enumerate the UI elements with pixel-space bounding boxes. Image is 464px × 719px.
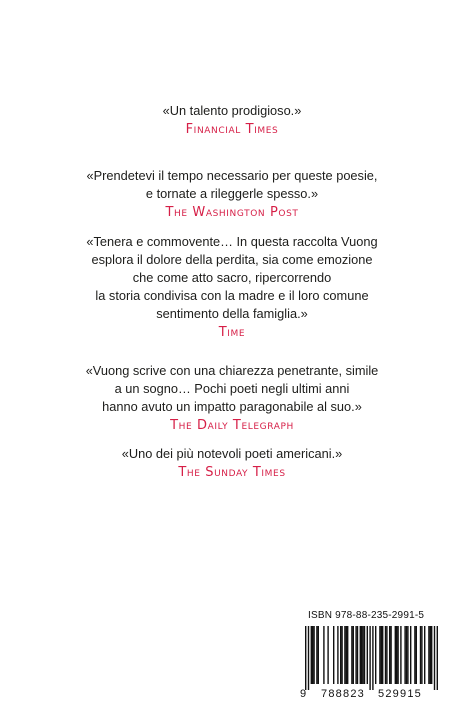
barcode-bar [385,626,386,684]
barcode-bar [414,626,415,684]
review-text-line: hanno avuto un impatto paragonabile al suo.» [102,399,362,414]
barcode-bar [434,626,435,690]
barcode-bar [372,626,373,690]
barcode-bar [382,626,383,684]
barcode-bar [305,626,306,690]
barcode-bar [347,626,348,684]
barcode-bar [362,626,363,684]
barcode-bar [367,626,368,684]
barcode-bar [379,626,380,684]
barcode-bar [361,626,362,684]
barcode-bar [323,626,324,684]
barcode-bar [389,626,390,684]
barcode-graphic [296,626,444,700]
review-financial-times [40,102,424,139]
barcode-bar [344,626,345,684]
barcode-bar [360,626,361,684]
barcode-bar [351,626,352,684]
barcode-bar [390,626,391,684]
barcode-bar [341,626,342,684]
review-source: The Daily Telegraph [170,418,294,433]
barcode-bar [308,626,309,690]
review-source: The Sunday Times [178,465,286,480]
barcode-bar [375,626,376,684]
review-text-line: esplora il dolore della perdita, sia come emozione [91,252,373,267]
barcode-bar [407,626,408,684]
barcode-bar [404,626,405,684]
barcode-bar [337,626,338,684]
barcode-bar [397,626,398,684]
barcode-bar [400,626,401,684]
barcode-bars [305,626,438,690]
review-text-line: «Uno dei più notevoli poeti americani.» [121,446,343,461]
barcode-bar [333,626,334,684]
barcode-bar [346,626,347,684]
review-daily-telegraph [40,362,424,435]
barcode-bar [381,626,382,684]
barcode-bar [316,626,317,684]
barcode-bar [410,626,411,684]
barcode-bar [353,626,354,684]
review-text-line: sentimento della famiglia.» [156,306,308,321]
review-text-line: a un sogno… Pochi poeti negli ultimi anni [114,381,350,396]
barcode-bar [421,626,422,684]
review-text-line: «Un talento prodigioso.» [162,103,302,118]
barcode-bar [428,626,429,684]
barcode-bar [340,626,341,684]
review-text-line: «Vuong scrive con una chiarezza penetrante, simile [85,363,379,378]
barcode-bar [357,626,358,684]
review-source: Time [218,325,246,340]
barcode-first-digit: 9 [300,688,307,700]
barcode-left-digits: 788823 [321,688,365,700]
barcode-bar [369,626,370,690]
review-washington-post [40,167,424,222]
barcode-bar [395,626,396,684]
barcode-bar [437,626,438,690]
review-text-line: «Prendetevi il tempo necessario per queste poesie, [86,168,378,183]
barcode-bar [364,626,365,684]
review-text-line: «Tenera e commovente… In questa raccolta Vuong [86,234,378,249]
barcode-bar [406,626,407,684]
barcode-bar [311,626,312,684]
barcode-bar [386,626,387,684]
isbn-barcode [296,610,444,700]
barcode-bar [396,626,397,684]
review-text-line: che come atto sacro, ripercorrendo [132,270,332,285]
review-source: The Washington Post [165,205,299,220]
barcode-right-digits: 529915 [378,688,422,700]
review-source: Financial Times [185,122,279,137]
barcode-bar [312,626,313,684]
barcode-bar [318,626,319,684]
barcode-bar [431,626,432,684]
review-text-line: e tornate a rileggerle spesso.» [145,186,319,201]
barcode-bar [313,626,314,684]
review-sunday-times [40,445,424,482]
barcode-bar [430,626,431,684]
barcode-bar [355,626,356,684]
isbn-label: ISBN 978-88-235-2991-5 [308,610,425,621]
review-text-line: la storia condivisa con la madre e il loro comune [95,288,369,303]
barcode-bar [416,626,417,684]
review-time [40,233,424,342]
barcode-bar [327,626,328,684]
barcode-bar [424,626,425,684]
barcode-bar [420,626,421,684]
